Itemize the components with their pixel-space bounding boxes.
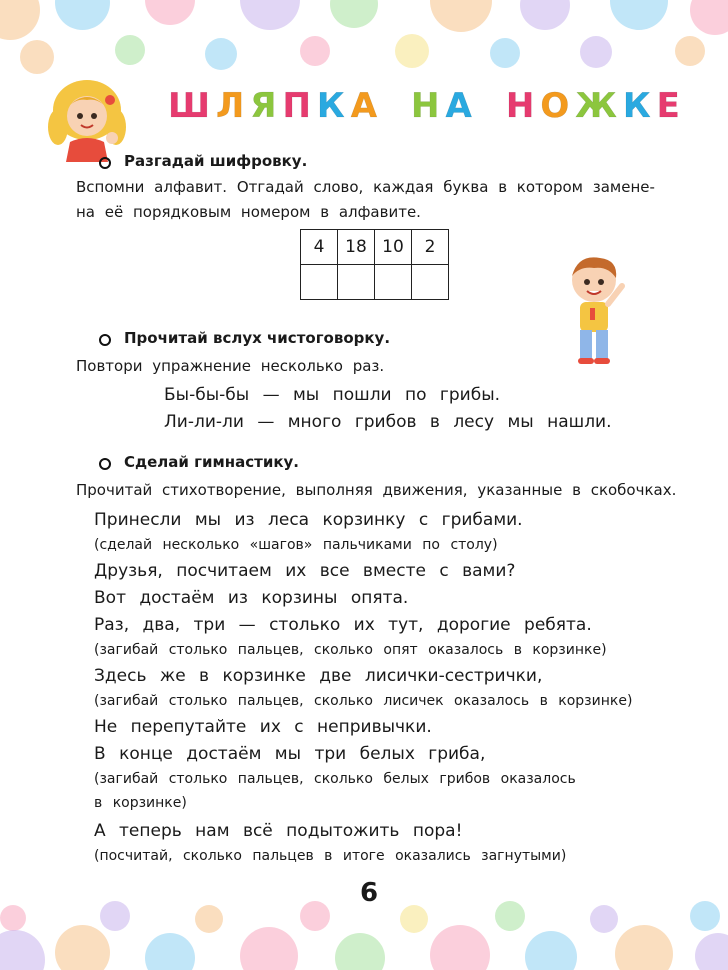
cipher-number-cell: 2 [412,230,449,265]
section1-line2: на её порядковым номером в алфавите. [76,203,421,221]
section-bullet-icon [99,458,111,470]
poem-note: (загибай столько пальцев, сколько опят оказалось в корзинке) [94,642,607,658]
poem-line: Раз, два, три — столько их тут, дорогие ребята. [94,615,592,635]
poem-line: Друзья, посчитаем их все вместе с вами? [94,561,516,581]
top-dots-decoration [0,0,728,75]
poem-note: (посчитай, сколько пальцев в итоге оказались загнутыми) [94,848,567,864]
cipher-answer-cell[interactable] [338,265,375,300]
cipher-table [300,229,449,300]
cipher-answer-cell[interactable] [412,265,449,300]
girl-character-illustration [48,72,126,162]
title-letter: Я [250,86,283,126]
title-letter: К [316,86,351,126]
section2-heading: Прочитай вслух чистоговорку. [124,329,391,347]
section-bullet-icon [99,157,111,169]
section-bullet-icon [99,334,111,346]
page-number: 6 [360,878,379,908]
title-letter: Ж [575,86,623,126]
poem-note: (загибай столько пальцев, сколько лисичек оказалось в корзинке) [94,693,633,709]
title-letter: Л [216,86,251,126]
poem-line: А теперь нам всё подытожить пора! [94,821,463,841]
title-letter: П [282,86,317,126]
title-letter: Н [505,86,541,126]
cipher-number-cell: 4 [301,230,338,265]
poem-line: Вот достаём из корзины опята. [94,588,409,608]
title-letter: А [445,86,478,126]
cipher-answer-cell[interactable] [301,265,338,300]
title-letter: А [350,86,384,126]
section3-heading: Сделай гимнастику. [124,453,299,471]
title-letter: К [622,86,657,126]
poem-note: (загибай столько пальцев, сколько белых грибов оказалось [94,771,576,787]
poem-line: Здесь же в корзинке две лисички-сестрички, [94,666,543,686]
tongue-twister-line: Ли-ли-ли — много грибов в лесу мы нашли. [164,412,612,432]
poem-line: В конце достаём мы три белых гриба, [94,744,486,764]
cipher-number-cell: 18 [338,230,375,265]
title-letter: О [540,86,576,126]
poem-note: в корзинке) [94,795,187,811]
title-letter: Е [656,86,686,126]
section3-instruction: Прочитай стихотворение, выполняя движения, указанные в скобочках. [76,481,677,499]
tongue-twister-line: Бы-бы-бы — мы пошли по грибы. [164,385,501,405]
cipher-number-cell: 10 [375,230,412,265]
section2-instruction: Повтори упражнение несколько раз. [76,357,385,375]
page-title [168,86,686,130]
cipher-answer-cell[interactable] [375,265,412,300]
poem-note: (сделай несколько «шагов» пальчиками по столу) [94,537,498,553]
poem-line: Принесли мы из леса корзинку с грибами. [94,510,523,530]
title-letter: Н [411,86,446,126]
poem-line: Не перепутайте их с непривычки. [94,717,432,737]
boy-character-illustration [560,252,630,364]
title-letter: Ш [168,86,217,126]
section1-line1: Вспомни алфавит. Отгадай слово, каждая буква в котором замене- [76,178,655,196]
section1-heading: Разгадай шифровку. [124,152,308,170]
